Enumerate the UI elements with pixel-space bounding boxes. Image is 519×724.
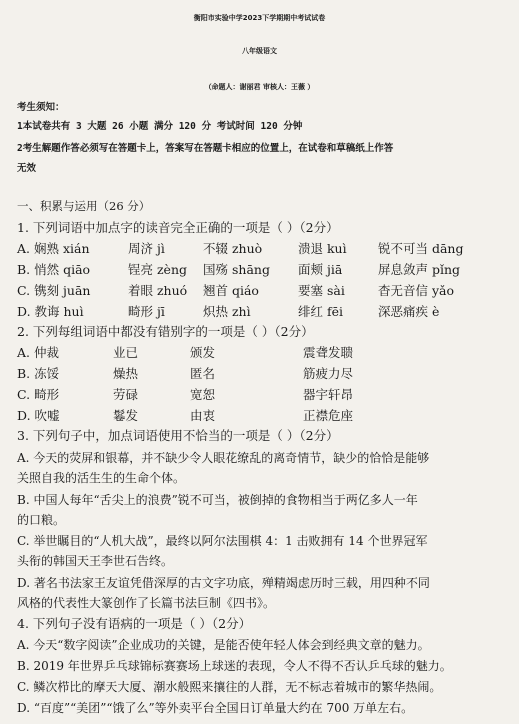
q1-a-word-2: 周济 jì: [128, 241, 165, 256]
q2-b-word-2: 燥热: [113, 366, 139, 381]
q1-d-word-3: 炽热 zhì: [203, 304, 251, 319]
q3-option-b-line-2: 的口粮。: [17, 513, 66, 527]
notes-line-2: 2考生解题作答必须写在答题卡上，答案写在答题卡相应的位置上，在试卷和草稿纸上作答: [17, 143, 394, 154]
q2-c-word-3: 宽恕: [190, 387, 216, 402]
q1-b-word-1: B. 悄然 qiāo: [17, 262, 91, 277]
q1-d-word-4: 绯红 fēi: [298, 304, 343, 319]
q2-d-word-1: D. 吹嘘: [17, 408, 60, 423]
q1-a-word-5: 锐不可当 dāng: [378, 241, 464, 256]
q2-a-word-3: 颁发: [190, 345, 216, 360]
q4-option-a: A. 今天“数字阅读”企业成功的关键，是能否使年轻人体会到经典文章的魅力。: [17, 638, 430, 652]
q1-d-word-1: D. 教诲 huì: [17, 304, 84, 319]
q1-stem: 1. 下列词语中加点字的读音完全正确的一项是（ ）（2分）: [17, 220, 339, 235]
q1-b-word-4: 面颊 jiā: [298, 262, 343, 277]
q2-b-word-1: B. 冻馁: [17, 366, 60, 381]
q1-a-word-1: A. 娴熟 xián: [17, 241, 90, 256]
q1-b-word-3: 国殇 shāng: [203, 262, 270, 277]
q1-c-word-2: 着眼 zhuó: [128, 283, 188, 298]
q2-d-word-3: 由衷: [190, 408, 216, 423]
exam-title: 衡阳市实验中学2023下学期期中考试试卷: [193, 14, 326, 22]
q2-b-word-4: 筋疲力尽: [303, 366, 354, 381]
q3-stem: 3. 下列句子中，加点词语使用不恰当的一项是（ ）（2分）: [17, 428, 339, 443]
notes-heading: 考生须知：: [17, 102, 65, 113]
q2-stem: 2. 下列每组词语中都没有错别字的一项是（ ）（2分）: [17, 324, 314, 339]
q1-c-word-1: C. 镌刻 juān: [17, 283, 91, 298]
q2-c-word-1: C. 畸形: [17, 387, 60, 402]
q4-stem: 4. 下列句子没有语病的一项是（ ）（2分）: [17, 616, 252, 631]
q2-c-word-2: 劳碌: [113, 387, 139, 402]
q3-option-c-line-2: 头衔的韩国天王李世石告终。: [17, 554, 174, 568]
q3-option-a-line-1: A. 今天的荧屏和银幕，并不缺少令人眼花缭乱的离奇情节，缺少的恰恰是能够: [17, 451, 430, 465]
q1-a-word-3: 不辍 zhuò: [203, 241, 263, 256]
q1-c-word-5: 杳无音信 yǎo: [378, 283, 455, 298]
exam-subtitle: 八年级语文: [242, 47, 277, 55]
q1-d-word-2: 畸形 jī: [128, 304, 165, 319]
section-heading: 一、积累与运用（26 分）: [17, 199, 151, 213]
q4-option-c: C. 鳞次栉比的摩天大厦、潮水般熙来攘往的人群，无不标志着城市的繁华热闹。: [17, 680, 442, 694]
q1-c-word-3: 翘首 qiáo: [203, 283, 259, 298]
q2-b-word-3: 匿名: [190, 366, 216, 381]
q2-a-word-4: 震聋发聩: [303, 345, 354, 360]
q1-b-word-5: 屏息敛声 pǐng: [378, 262, 461, 277]
q2-d-word-4: 正襟危座: [303, 408, 354, 423]
q1-b-word-2: 锃亮 zèng: [128, 262, 188, 277]
notes-line-1: 1本试卷共有 3 大题 26 小题 满分 120 分 考试时间 120 分钟: [17, 121, 303, 132]
q2-d-word-2: 鬈发: [113, 408, 139, 423]
q2-c-word-4: 器宇轩昂: [303, 387, 354, 402]
q4-option-d: D. “百度”“美团”“饿了么”等外卖平台全国日订单量大约在 700 万单左右。: [17, 701, 414, 715]
q3-option-a-line-2: 关照自我的活生生的生命个体。: [17, 471, 186, 485]
notes-line-3: 无效: [17, 163, 37, 174]
authors-line: （命题人：谢丽君 审核人：王薇 ）: [204, 83, 315, 91]
q3-option-b-line-1: B. 中国人每年“舌尖上的浪费”锐不可当，被倒掉的食物相当于两亿多人一年: [17, 493, 418, 507]
q1-d-word-5: 深恶痛疾 è: [378, 304, 440, 319]
q2-a-word-2: 业已: [113, 345, 139, 360]
q3-option-d-line-1: D. 著名书法家王友谊凭借深厚的古文字功底，殚精竭虑历时三载，用四种不同: [17, 576, 430, 590]
q3-option-d-line-2: 风格的代表性大篆创作了长篇书法巨制《四书》。: [17, 596, 276, 610]
q4-option-b: B. 2019 年世界乒乓球锦标赛赛场上球迷的表现，令人不得不否认乒乓球的魅力。: [17, 659, 452, 673]
q2-a-word-1: A. 仲裁: [17, 345, 59, 360]
q1-a-word-4: 溃退 kuì: [298, 241, 347, 256]
q3-option-c-line-1: C. 举世瞩目的“人机大战”，最终以阿尔法围棋 4：1 击败拥有 14 个世界冠军: [17, 534, 428, 548]
q1-c-word-4: 要塞 sài: [298, 283, 345, 298]
